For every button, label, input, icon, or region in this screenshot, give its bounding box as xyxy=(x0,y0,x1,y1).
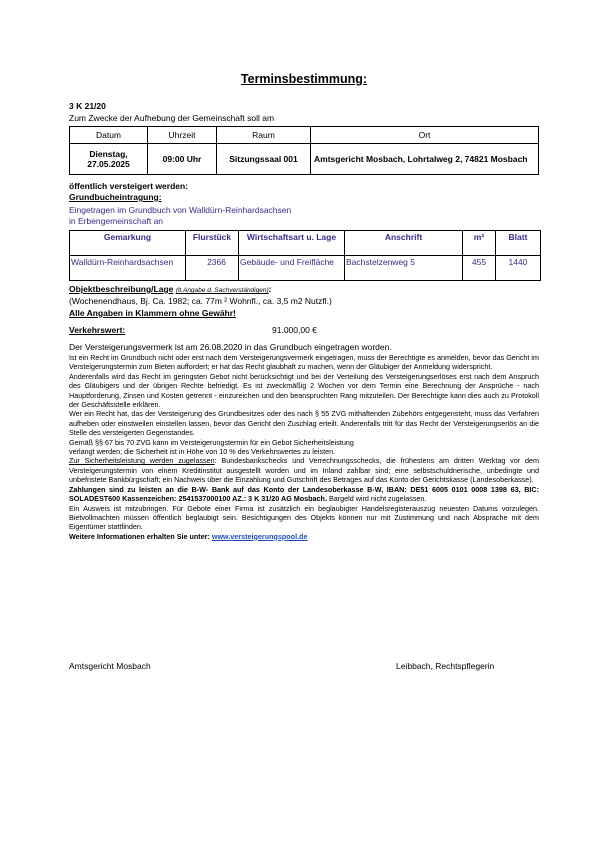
schedule-room: Sitzungssaal 001 xyxy=(217,144,311,175)
object-heading: Objektbeschreibung/Lage xyxy=(69,284,174,294)
security-line1: Gemäß §§ 67 bis 70 ZVG kann im Versteigerungstermin für ein Gebot Sicherheitsleistung xyxy=(69,437,354,447)
security-line2: verlangt werden; die Sicherheit ist in Höhe von 10 % des Verkehrswertes zu leisten. xyxy=(69,447,336,457)
schedule-header-row xyxy=(70,127,539,144)
land-register-heading: Grundbucheintragung: xyxy=(69,192,162,202)
disclaimer: Alle Angaben in Klammern ohne Gewähr! xyxy=(69,308,236,318)
cell-wirtschaftsart: Gebäude- und Freifläche xyxy=(239,256,345,281)
para-other: Anderenfalls wird das Recht im geringsten Gebot nicht berücksichtigt und bei der Verteilung des Versteigerungserlöses erst nach dem Anspruch des Gläubigers und der übrigen Rechte befriedigt. Es ist zweckmäßig 2 Wochen vor dem Termin eine Berechnung der Ansprüche - nach Hauptforderung, Zinsen und Kosten getrennt - einzureichen und den beanspruchten Rang mitzuteilen. Der Berechtigte kann dies auch zu Protokoll der Geschäftsstelle erklären. xyxy=(69,371,539,410)
property-table xyxy=(69,230,541,281)
land-register-line1: Eingetragen im Grundbuch von Walldürn-Reinhardsachsen xyxy=(69,205,292,215)
object-heading-colon: : xyxy=(268,284,272,294)
id-note: Ein Ausweis ist mitzubringen. Für Gebote einer Firma ist zusätzlich ein beglaubigter Handelsregisterauszug neuesten Datums vorzulegen. Bietvollmachten müssen öffentlich beglaubigt sein. Besichtigungen des Objekts können nur mit Zustimmung und nach Absprache mit dem Eigentümer stattfinden. xyxy=(69,503,539,532)
security-admitted-text: : Bundesbankschecks und Verrechnungsschecks, die frühestens am dritten Werktag vor dem Versteigerungstermin von einem Kreditinstitut ausgestellt worden und im Inland zahlbar sind; eine selbstschuldnerische, unbedingte und unbefristete Bankbürgschaft; ein Nachweis über die Einzahlung und Gutschrift des Betrages auf das Konto der Gerichtskasse (Landesoberkasse). xyxy=(69,456,539,485)
para-opposing: Wer ein Recht hat, das der Versteigerung des Grundbesitzes oder des nach § 55 ZVG mithaftenden Zubehörs entgegensteht, muss das Verfahren aufheben oder einstweilen einstellen lassen, bevor das Gericht den Zuschlag erteilt. Anderenfalls tritt für das Recht der Versteigerungserlös an die Stelle des versteigerten Gegenstandes. xyxy=(69,409,539,438)
para-rights: Ist ein Recht im Grundbuch nicht oder erst nach dem Versteigerungsvermerk eingetragen, muss der Berechtigte es anmelden, bevor das Gericht im Versteigerungstermin zum Bieten auffordert; er hat das Recht glaubhaft zu machen, wenn der Gläubiger der Anmeldung widerspricht. xyxy=(69,353,539,372)
col-anschrift: Anschrift xyxy=(345,231,463,256)
schedule-date: Dienstag, 27.05.2025 xyxy=(70,144,148,175)
security-admitted-label: Zur Sicherheitsleistung werden zugelassen xyxy=(69,456,215,466)
col-flurstueck: Flurstück xyxy=(186,231,239,256)
object-heading-note: (lt.Angabe d. Sachverständigen) xyxy=(175,287,269,294)
legal-text-block xyxy=(69,353,539,541)
land-register-line2: in Erbengemeinschaft an xyxy=(69,216,164,226)
footer-court: Amtsgericht Mosbach xyxy=(69,661,151,671)
market-value: 91.000,00 € xyxy=(272,325,317,335)
col-wirtschaftsart: Wirtschaftsart u. Lage xyxy=(239,231,345,256)
more-info-link[interactable]: www.versteigerungspool.de xyxy=(211,531,308,541)
payment-normal: Bargeld wird nicht zugelassen. xyxy=(328,494,427,504)
property-header-row xyxy=(70,231,541,256)
schedule-location: Amtsgericht Mosbach, Lohrtalweg 2, 74821 Mosbach xyxy=(311,144,539,175)
col-gemarkung: Gemarkung xyxy=(70,231,186,256)
schedule-table xyxy=(69,126,539,175)
col-uhrzeit: Uhrzeit xyxy=(148,127,217,144)
payment-info xyxy=(69,485,539,504)
col-datum: Datum xyxy=(70,127,148,144)
col-raum: Raum xyxy=(217,127,311,144)
cell-m2: 455 xyxy=(463,256,496,281)
more-info-label: Weitere Informationen erhalten Sie unter: xyxy=(69,531,210,541)
cell-flurstueck: 2366 xyxy=(186,256,239,281)
footer-clerk: Leibbach, Rechtspflegerin xyxy=(396,661,495,671)
object-heading-line xyxy=(69,284,271,296)
payment-bold: Zahlungen sind zu leisten an die B-W- Bank auf das Konto der Landesoberkasse B-W, IBAN: DE51 6005 0101 0008 1398 63, BIC: SOLADEST600 Kassenzeichen: 2541537000100 AZ.: 3 K 31/20 AG Mosbach. xyxy=(69,484,539,504)
case-number: 3 K 21/20 xyxy=(69,101,106,111)
object-description: (Wochenendhaus, Bj. Ca. 1982; ca. 77m ² Wohnfl., ca. 3,5 m2 Nutzfl.) xyxy=(69,296,332,306)
registration-note: Der Versteigerungsvermerk ist am 26.08.2020 in das Grundbuch eingetragen worden. xyxy=(69,342,392,352)
property-data-row xyxy=(70,256,541,281)
more-info xyxy=(69,532,539,541)
intro-text: Zum Zwecke der Aufhebung der Gemeinschaft soll am xyxy=(69,113,275,123)
auction-phrase: öffentlich versteigert werden: xyxy=(69,181,189,191)
market-value-label: Verkehrswert: xyxy=(69,325,126,335)
cell-anschrift: Bachstelzenweg 5 xyxy=(345,256,463,281)
page-title: Terminsbestimmung: xyxy=(240,72,368,86)
cell-gemarkung: Walldürn-Reinhardsachsen xyxy=(70,256,186,281)
schedule-time: 09:00 Uhr xyxy=(148,144,217,175)
cell-blatt: 1440 xyxy=(496,256,541,281)
col-m2: m² xyxy=(463,231,496,256)
col-blatt: Blatt xyxy=(496,231,541,256)
schedule-data-row xyxy=(70,144,539,175)
security-admitted xyxy=(69,456,539,484)
col-ort: Ort xyxy=(311,127,539,144)
